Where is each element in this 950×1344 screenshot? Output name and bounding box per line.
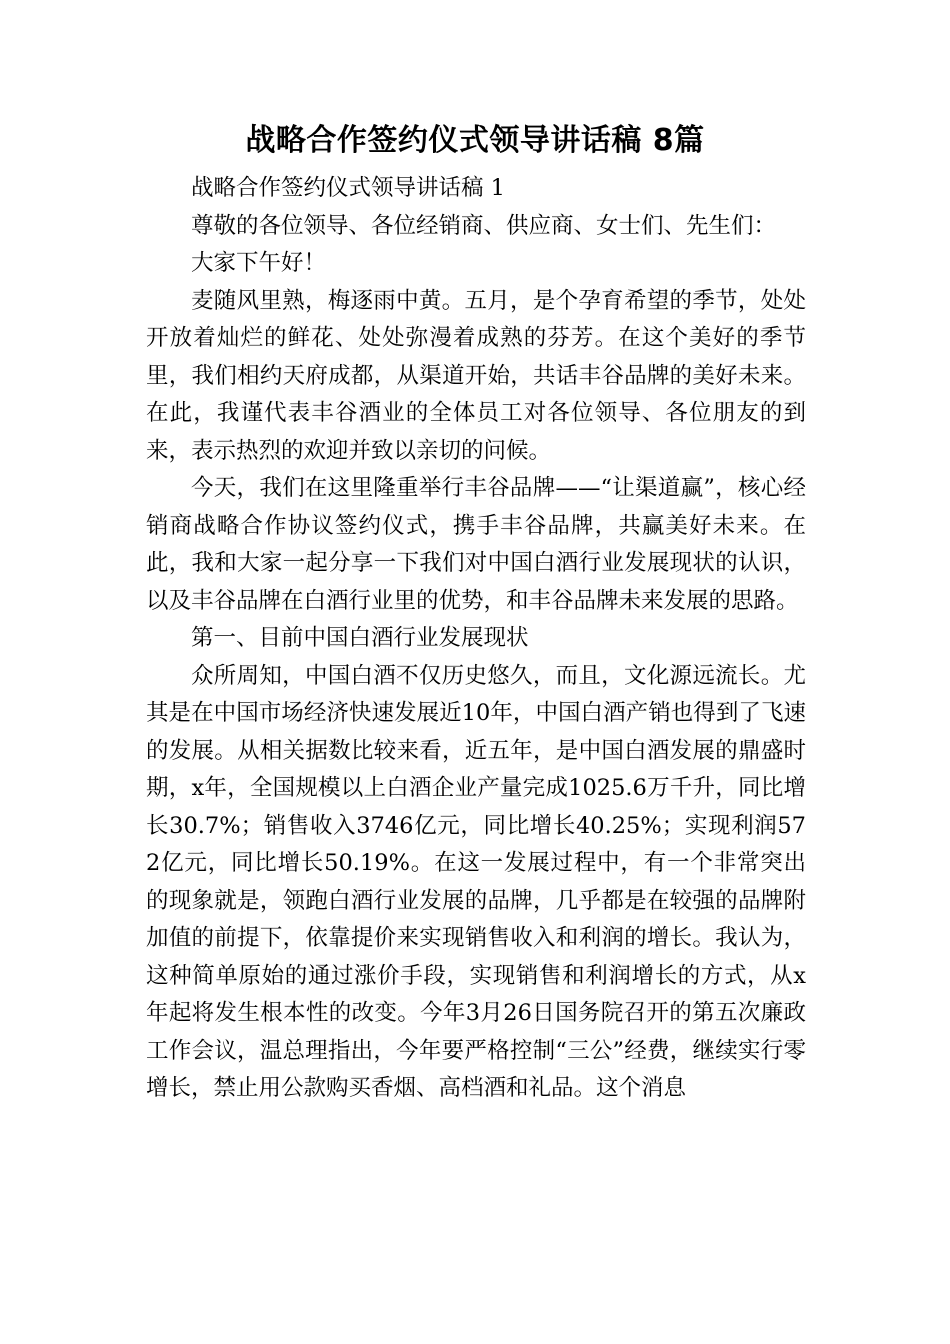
document-title: 战略合作签约仪式领导讲话稿 8篇: [245, 123, 705, 158]
section-heading: 第一、目前中国白酒行业发展现状: [191, 625, 529, 651]
document-body: [146, 170, 806, 1108]
paragraph-heading: 战略合作签约仪式领导讲话稿 1: [191, 175, 505, 201]
paragraph: 今天，我们在这里隆重举行丰谷品牌——“让渠道赢”，核心经销商战略合作协议签约仪式，携手丰谷品牌，共赢美好未来。在此，我和大家一起分享一下我们对中国白酒行业发展现状的认识，以及丰谷品牌在白酒行业里的优势，和丰谷品牌未来发展的思路。: [146, 475, 806, 614]
paragraph-salutation: 尊敬的各位领导、各位经销商、供应商、女士们、先生们：: [191, 212, 777, 239]
paragraph: 麦随风里熟，梅逐雨中黄。五月，是个孕育希望的季节，处处开放着灿烂的鲜花、处处弥漫着成熟的芬芳。在这个美好的季节里，我们相约天府成都，从渠道开始，共话丰谷品牌的美好未来。在此，我谨代表丰谷酒业的全体员工对各位领导、各位朋友的到来，表示热烈的欢迎并致以亲切的问候。: [146, 287, 806, 464]
paragraph: 众所周知，中国白酒不仅历史悠久，而且，文化源远流长。尤其是在中国市场经济快速发展近10年，中国白酒产销也得到了飞速的发展。从相关据数比较来看，近五年，是中国白酒发展的鼎盛时期，x年，全国规模以上白酒企业产量完成1025.6万千升，同比增长30.7%；销售收入3746亿元，同比增长40.25%；实现利润572亿元，同比增长50.19%。在这一发展过程中，有一个非常突出的现象就是，领跑白酒行业发展的品牌，几乎都是在较强的品牌附加值的前提下，依靠提价来实现销售收入和利润的增长。我认为，这种简单原始的通过涨价手段，实现销售和利润增长的方式，从x年起将发生根本性的改变。今年3月26日国务院召开的第五次廉政工作会议，温总理指出，今年要严格控制“三公”经费，继续实行零增长，禁止用公款购买香烟、高档酒和礼品。这个消息: [146, 662, 806, 1101]
paragraph-greeting: 大家下午好！: [191, 250, 327, 276]
